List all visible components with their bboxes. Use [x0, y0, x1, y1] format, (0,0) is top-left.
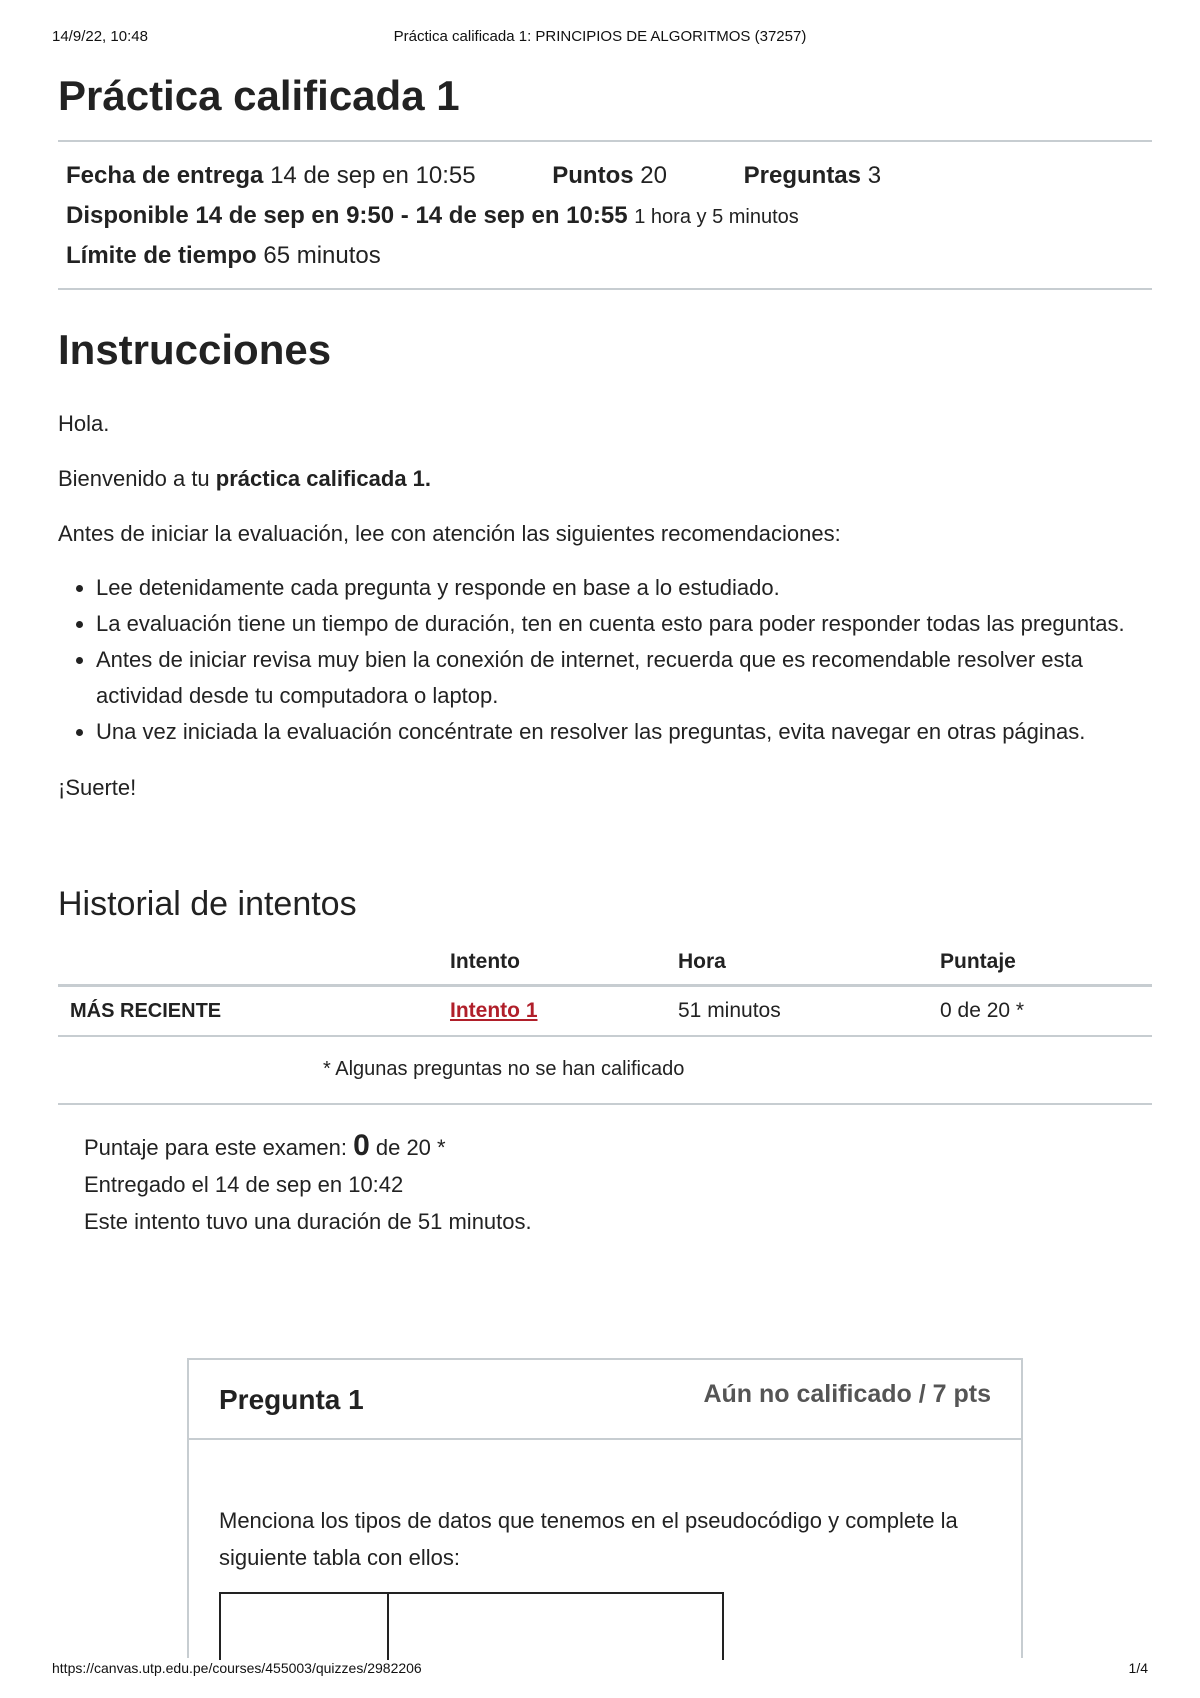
attempts-table [58, 940, 1152, 1037]
print-header [52, 28, 1148, 48]
attempt-time: 51 minutos [678, 986, 940, 1037]
instructions-intro: Antes de iniciar la evaluación, lee con atención las siguientes recomendaciones: [58, 521, 841, 546]
greeting: Hola. [58, 411, 110, 436]
attempt-duration: Este intento tuvo una duración de 51 minutos. [84, 1209, 532, 1234]
table-row [58, 986, 1152, 1037]
table-column-divider [387, 1594, 389, 1660]
exam-score: Puntaje para este examen: 0 de 20 * [84, 1129, 446, 1162]
list-item: • La evaluación tiene un tiempo de duración, ten en cuenta esto para poder responder todas las preguntas. [96, 606, 1152, 642]
submitted-date: Entregado el 14 de sep en 10:42 [84, 1172, 404, 1197]
attempt-link[interactable]: Intento 1 [450, 999, 538, 1022]
column-header: Intento [450, 940, 678, 986]
page-number: 1/4 [1128, 1660, 1148, 1676]
attempt-cell [450, 986, 678, 1037]
quiz-details [58, 142, 1152, 288]
points: Puntos 20 [552, 162, 667, 189]
table-header-row [58, 940, 1152, 986]
answer-table [219, 1592, 724, 1660]
question-card [187, 1358, 1023, 1658]
column-header [58, 940, 450, 986]
list-item: • Antes de iniciar revisa muy bien la conexión de internet, recuerda que es recomendable resolver esta actividad desde tu computadora o laptop. [96, 642, 1152, 714]
divider [58, 288, 1152, 290]
print-doc-title: Práctica calificada 1: PRINCIPIOS DE ALGORITMOS (37257) [393, 28, 807, 45]
attempt-score: 0 de 20 * [940, 986, 1152, 1037]
column-header: Hora [678, 940, 940, 986]
column-header: Puntaje [940, 940, 1152, 986]
print-footer [52, 1660, 1148, 1680]
question-status: Aún no calificado / 7 pts [703, 1380, 991, 1408]
instructions-heading: Instrucciones [58, 326, 332, 373]
history-heading: Historial de intentos [58, 885, 357, 923]
time-limit: Límite de tiempo 65 minutos [66, 242, 381, 269]
page-url: https://canvas.utp.edu.pe/courses/455003/quizzes/2982206 [52, 1660, 422, 1676]
question-title: Pregunta 1 [219, 1384, 364, 1415]
recommendations-list [58, 570, 1152, 750]
list-item: • Una vez iniciada la evaluación concéntrate en resolver las preguntas, evita navegar en otras páginas. [96, 714, 1152, 750]
question-text: Menciona los tipos de datos que tenemos en el pseudocódigo y complete la siguiente tabla con ellos: [219, 1508, 958, 1570]
grading-note: * Algunas preguntas no se han calificado [58, 1037, 1152, 1105]
welcome-text: Bienvenido a tu práctica calificada 1. [58, 466, 432, 491]
page-title: Práctica calificada 1 [58, 72, 460, 119]
due-date: Fecha de entrega 14 de sep en 10:55 [66, 162, 476, 189]
questions-count: Preguntas 3 [743, 162, 882, 189]
score-summary [58, 1105, 1152, 1240]
print-datetime: 14/9/22, 10:48 [52, 28, 148, 45]
availability: Disponible 14 de sep en 9:50 - 14 de sep en 10:55 1 hora y 5 minutos [66, 202, 799, 229]
list-item: • Lee detenidamente cada pregunta y responde en base a lo estudiado. [96, 570, 1152, 606]
question-header [189, 1360, 1021, 1440]
row-label: MÁS RECIENTE [58, 986, 450, 1037]
main-content [58, 60, 1152, 1240]
closing-text: ¡Suerte! [58, 775, 137, 800]
